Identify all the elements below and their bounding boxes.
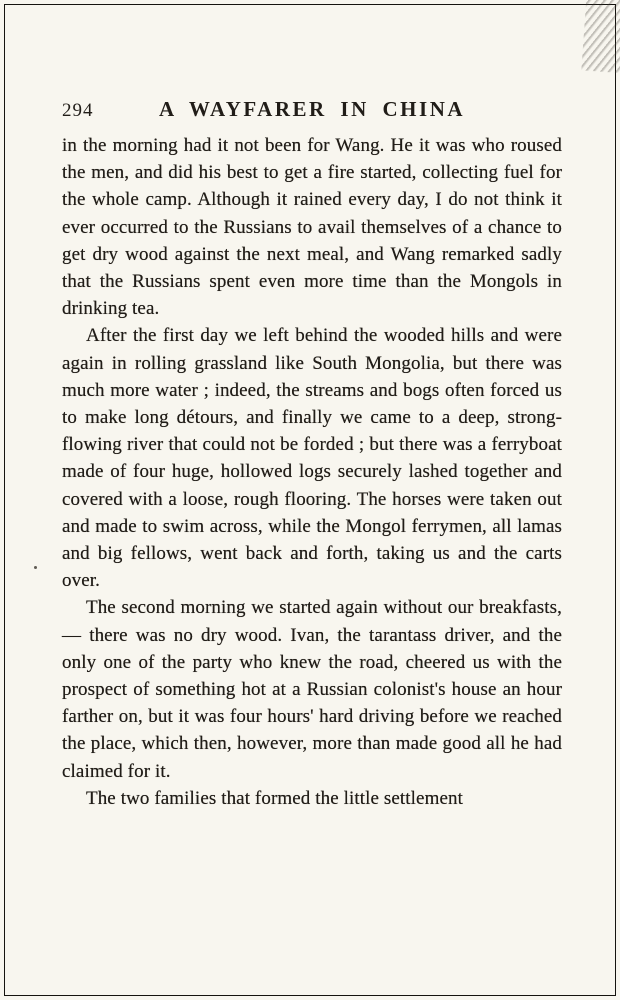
page-number: 294 — [62, 100, 94, 121]
paragraph: After the first day we left behind the wooded hills and were again in rolling grassland like South Mongolia, but there was much more water ; indeed, the streams and bogs often forced us to make long détours, and finally we came to a deep, strong-flowing river that could not be forded ; but there was a ferryboat made of four huge, hollowed logs securely lashed together and covered with a loose, rough flooring. The horses were taken out and made to swim across, while the Mongol ferrymen, all lamas and big fellows, went back and forth, taking us and the carts over. — [62, 325, 562, 592]
running-title: A WAYFARER IN CHINA — [158, 97, 466, 121]
body-text — [62, 132, 562, 812]
ink-dot-artifact — [34, 566, 37, 569]
paragraph: The two families that formed the little settlement — [86, 787, 463, 809]
paragraph-continuation: in the morning had it not been for Wang. He it was who roused the men, and did his best to get a fire started, collecting fuel for the whole camp. Although it rained every day, I do not think it ever occurred to the Russians to avail themselves of a chance to get dry wood against the next meal, and Wang remarked sadly that the Russians spent even more time than the Mongols in drinking tea. — [62, 135, 562, 320]
paragraph: The second morning we started again without our breakfasts, — there was no dry wood. Ivan, the tarantass driver, and the only one of the party who knew the road, cheered us with the prospect of something hot at a Russian colonist's house an hour farther on, but it was four hours' hard driving before we reached the place, which then, however, more than made good all he had claimed for it. — [62, 597, 562, 782]
scan-artifact — [581, 0, 620, 74]
page-header — [62, 97, 562, 125]
